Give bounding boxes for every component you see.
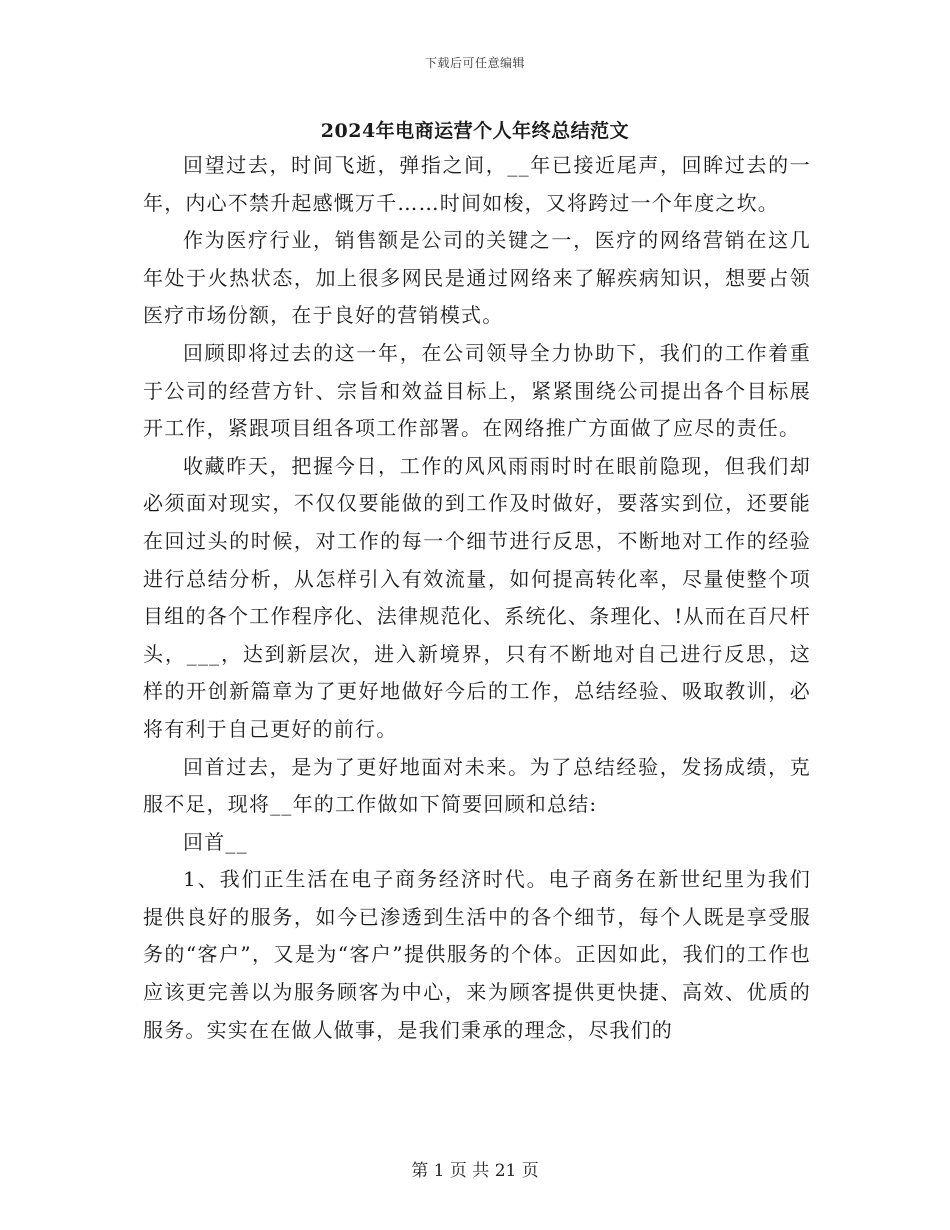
document-body — [143, 147, 811, 1049]
document-title: 2024年电商运营个人年终总结范文 — [320, 120, 630, 142]
paragraph: 回首__ — [183, 829, 248, 854]
paragraph: 回望过去，时间飞逝，弹指之间，__年已接近尾声，回眸过去的一年，内心不禁升起感慨万千……时间如梭，又将跨过一个年度之坎。 — [143, 153, 811, 215]
paragraph: 回顾即将过去的这一年，在公司领导全力协助下，我们的工作着重于公司的经营方针、宗旨和效益目标上，紧紧围绕公司提出各个目标展开工作，紧跟项目组各项工作部署。在网络推广方面做了应尽的责任。 — [143, 340, 811, 441]
paragraph: 收藏昨天，把握今日，工作的风风雨雨时时在眼前隐现，但我们却必须面对现实，不仅仅要能做的到工作及时做好，要落实到位，还要能在回过头的时候，对工作的每一个细节进行反思，不断地对工作的经验进行总结分析，从怎样引入有效流量，如何提高转化率，尽量使整个项目组的各个工作程序化、法律规范化、系统化、条理化、!从而在百尺杆头，___，达到新层次，进入新境界，只有不断地对自己进行反思，这样的开创新篇章为了更好地做好今后的工作，总结经验、吸取教训，必将有利于自己更好的前行。 — [143, 453, 811, 741]
page-header-note: 下载后可任意编辑 — [424, 56, 525, 70]
paragraph: 1、我们正生活在电子商务经济时代。电子商务在新世纪里为我们提供良好的服务，如今已渗透到生活中的各个细节，每个人既是享受服务的“客户”，又是为“客户”提供服务的个体。正因如此，我们的工作也应该更完善以为服务顾客为中心，来为顾客提供更快捷、高效、优质的服务。实实在在做人做事，是我们秉承的理念，尽我们的 — [143, 867, 811, 1042]
paragraph: 回首过去，是为了更好地面对未来。为了总结经验，发扬成绩，克服不足，现将__年的工作做如下简要回顾和总结: — [143, 754, 811, 817]
page-number: 第 1 页 共 21 页 — [411, 1161, 539, 1181]
paragraph: 作为医疗行业，销售额是公司的关键之一，医疗的网络营销在这几年处于火热状态，加上很多网民是通过网络来了解疾病知识，想要占领医疗市场份额，在于良好的营销模式。 — [143, 228, 811, 328]
